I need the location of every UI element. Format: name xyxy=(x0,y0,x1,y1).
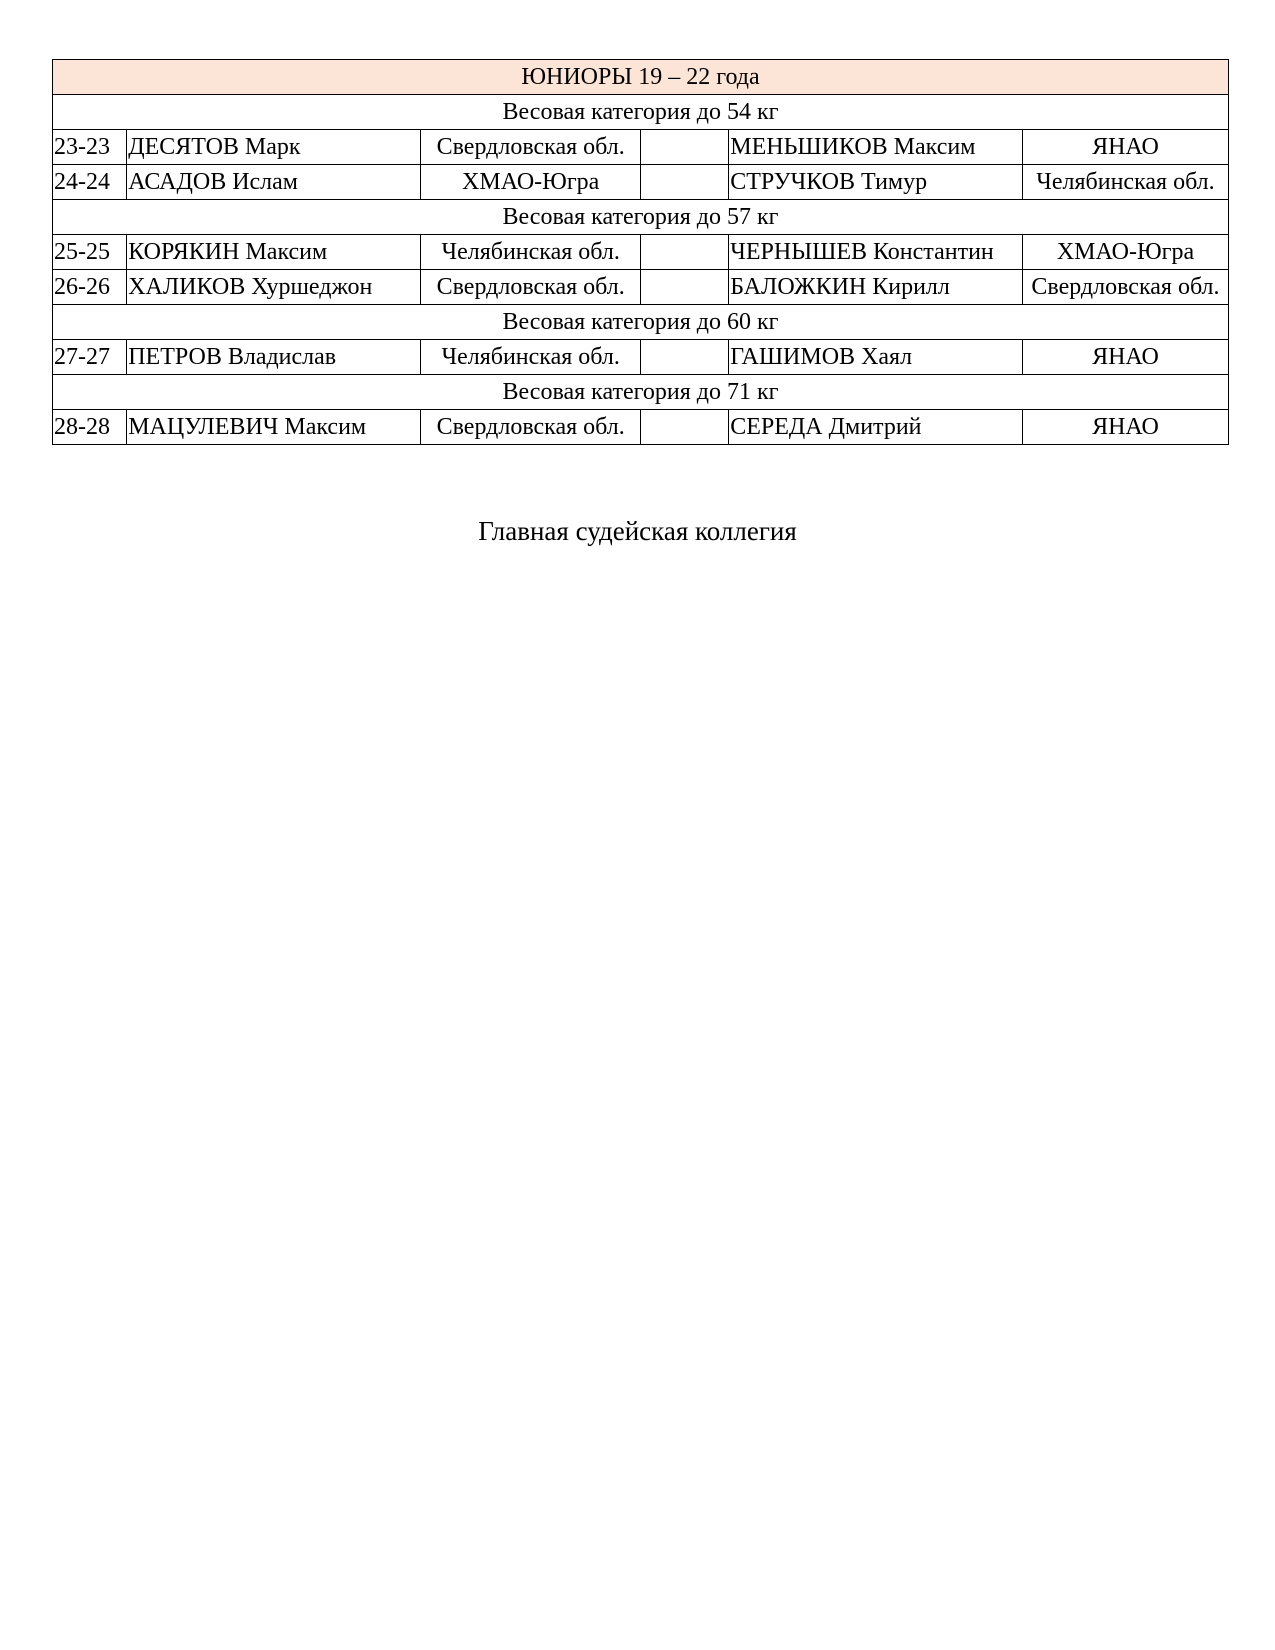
weight-category-label: Весовая категория до 57 кг xyxy=(53,200,1229,235)
red-corner-region: Челябинская обл. xyxy=(420,235,641,270)
bout-result-cell xyxy=(641,270,729,305)
weight-category-label: Весовая категория до 54 кг xyxy=(53,95,1229,130)
bout-table-body xyxy=(53,60,1229,445)
red-corner-athlete: ХАЛИКОВ Хуршеджон xyxy=(127,270,421,305)
blue-corner-athlete: ЧЕРНЫШЕВ Константин xyxy=(729,235,1023,270)
bout-result-cell xyxy=(641,130,729,165)
blue-corner-athlete: БАЛОЖКИН Кирилл xyxy=(729,270,1023,305)
bout-number: 27-27 xyxy=(53,340,127,375)
red-corner-region: ХМАО-Югра xyxy=(420,165,641,200)
age-group-title: ЮНИОРЫ 19 – 22 года xyxy=(53,60,1229,95)
blue-corner-athlete: МЕНЬШИКОВ Максим xyxy=(729,130,1023,165)
weight-category-row xyxy=(53,305,1229,340)
weight-category-row xyxy=(53,200,1229,235)
bout-result-cell xyxy=(641,235,729,270)
judges-panel-signature: Главная судейская коллегия xyxy=(478,516,797,546)
blue-corner-athlete: СТРУЧКОВ Тимур xyxy=(729,165,1023,200)
bout-result-cell xyxy=(641,340,729,375)
blue-corner-region: Свердловская обл. xyxy=(1022,270,1228,305)
blue-corner-region: ЯНАО xyxy=(1022,340,1228,375)
red-corner-region: Свердловская обл. xyxy=(420,270,641,305)
red-corner-athlete: МАЦУЛЕВИЧ Максим xyxy=(127,410,421,445)
red-corner-region: Свердловская обл. xyxy=(420,410,641,445)
bout-table xyxy=(52,59,1229,445)
bout-row xyxy=(53,340,1229,375)
weight-category-label: Весовая категория до 60 кг xyxy=(53,305,1229,340)
bout-row xyxy=(53,270,1229,305)
blue-corner-region: ЯНАО xyxy=(1022,130,1228,165)
bout-number: 25-25 xyxy=(53,235,127,270)
red-corner-athlete: КОРЯКИН Максим xyxy=(127,235,421,270)
weight-category-row xyxy=(53,95,1229,130)
bout-number: 24-24 xyxy=(53,165,127,200)
bout-row xyxy=(53,410,1229,445)
weight-category-row xyxy=(53,375,1229,410)
bout-number: 28-28 xyxy=(53,410,127,445)
bout-result-cell xyxy=(641,165,729,200)
bout-row xyxy=(53,165,1229,200)
blue-corner-region: Челябинская обл. xyxy=(1022,165,1228,200)
red-corner-athlete: АСАДОВ Ислам xyxy=(127,165,421,200)
bout-number: 26-26 xyxy=(53,270,127,305)
bout-row xyxy=(53,130,1229,165)
title-row xyxy=(53,60,1229,95)
red-corner-region: Свердловская обл. xyxy=(420,130,641,165)
bout-row xyxy=(53,235,1229,270)
weight-category-label: Весовая категория до 71 кг xyxy=(53,375,1229,410)
bout-result-cell xyxy=(641,410,729,445)
blue-corner-athlete: СЕРЕДА Дмитрий xyxy=(729,410,1023,445)
bout-number: 23-23 xyxy=(53,130,127,165)
red-corner-athlete: ДЕСЯТОВ Марк xyxy=(127,130,421,165)
blue-corner-athlete: ГАШИМОВ Хаял xyxy=(729,340,1023,375)
blue-corner-region: ХМАО-Югра xyxy=(1022,235,1228,270)
blue-corner-region: ЯНАО xyxy=(1022,410,1228,445)
red-corner-region: Челябинская обл. xyxy=(420,340,641,375)
red-corner-athlete: ПЕТРОВ Владислав xyxy=(127,340,421,375)
